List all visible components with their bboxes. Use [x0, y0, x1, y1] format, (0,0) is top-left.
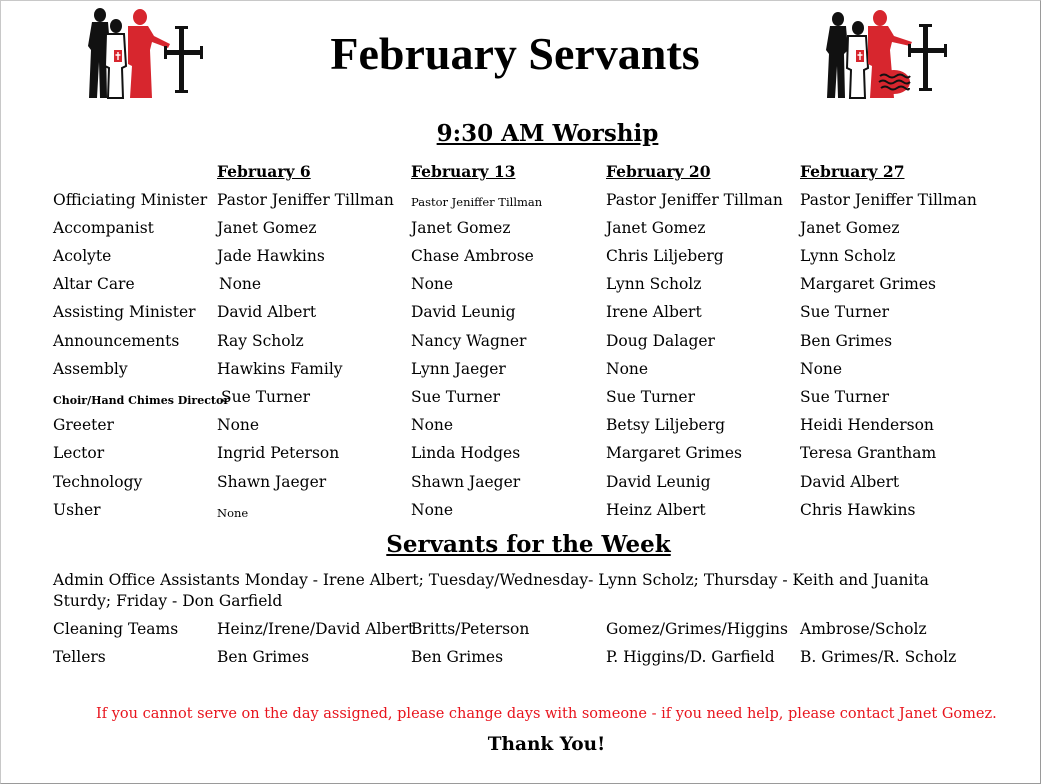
servant-cell: Heinz Albert [606, 501, 706, 519]
thank-you-text: Thank You! [487, 734, 606, 755]
table-row [0, 359, 1041, 387]
table-row [0, 387, 1041, 415]
servant-cell: Gomez/Grimes/Higgins [606, 620, 788, 638]
servant-cell: Janet Gomez [217, 219, 317, 237]
admin-office-assistants: Admin Office Assistants Monday - Irene Albert; Tuesday/Wednesday- Lynn Scholz; Thursday - Keith and Juanita Sturdy; Friday - Don Garfield [53, 571, 929, 610]
servant-cell: P. Higgins/D. Garfield [606, 648, 775, 666]
servant-cell: Margaret Grimes [606, 444, 742, 462]
servant-cell: None [800, 360, 843, 378]
role-label: Announcements [53, 332, 180, 350]
servant-cell: Chase Ambrose [411, 247, 534, 265]
week-heading: Servants for the Week [386, 531, 671, 558]
notice-text: If you cannot serve on the day assigned, please change days with someone - if you need help, please contact Janet Gomez. [96, 706, 997, 722]
table-row [0, 218, 1041, 246]
servant-cell: David Albert [217, 303, 317, 321]
role-label: Altar Care [53, 275, 135, 293]
servant-cell: None [217, 506, 249, 520]
servant-cell: Janet Gomez [411, 219, 511, 237]
servant-cell: Teresa Grantham [800, 444, 937, 462]
servant-cell: Doug Dalager [606, 332, 715, 350]
servant-cell: Sue Turner [411, 388, 500, 406]
role-label: Assisting Minister [53, 303, 196, 321]
servant-cell: None [219, 275, 262, 293]
worship-heading: 9:30 AM Worship [436, 120, 659, 147]
servant-cell: Jade Hawkins [217, 247, 325, 265]
servant-cell: Ben Grimes [217, 648, 310, 666]
servant-cell: Betsy Liljeberg [606, 416, 726, 434]
servant-cell: Sue Turner [606, 388, 695, 406]
servant-cell: Sue Turner [221, 388, 310, 406]
table-row [0, 472, 1041, 500]
servant-cell: Britts/Peterson [411, 620, 530, 638]
servant-cell: Ben Grimes [800, 332, 893, 350]
servant-cell: David Leunig [411, 303, 516, 321]
role-label: Cleaning Teams [53, 620, 179, 638]
servant-cell: David Leunig [606, 473, 711, 491]
servant-cell: None [606, 360, 649, 378]
date-header: February 13 [411, 162, 516, 181]
role-label: Officiating Minister [53, 191, 208, 209]
servant-cell: Ben Grimes [411, 648, 504, 666]
servant-cell: Ingrid Peterson [217, 444, 340, 462]
servant-cell: B. Grimes/R. Scholz [800, 648, 957, 666]
page-title: February Servants [330, 28, 700, 79]
table-row [0, 415, 1041, 443]
role-label: Technology [53, 473, 143, 491]
table-row [0, 274, 1041, 302]
servant-cell: Hawkins Family [217, 360, 343, 378]
servant-cell: Irene Albert [606, 303, 702, 321]
servant-cell: Heinz/Irene/David Albert [217, 620, 415, 638]
role-label: Usher [53, 501, 101, 519]
servant-cell: Sue Turner [800, 303, 889, 321]
servant-cell: Pastor Jeniffer Tillman [800, 191, 977, 209]
servant-cell: Nancy Wagner [411, 332, 527, 350]
table-row [0, 443, 1041, 471]
servant-cell: David Albert [800, 473, 900, 491]
servant-cell: None [411, 501, 454, 519]
servant-cell: Shawn Jaeger [411, 473, 521, 491]
role-label: Choir/Hand Chimes Director [53, 394, 230, 407]
table-row [0, 190, 1041, 218]
servant-cell: Shawn Jaeger [217, 473, 327, 491]
table-row [0, 331, 1041, 359]
servant-cell: Lynn Scholz [606, 275, 702, 293]
servant-cell: Sue Turner [800, 388, 889, 406]
role-label: Accompanist [53, 219, 154, 237]
servant-cell: Heidi Henderson [800, 416, 934, 434]
role-label: Assembly [53, 360, 128, 378]
date-header: February 20 [606, 162, 711, 181]
table-row [0, 302, 1041, 330]
servant-cell: Pastor Jeniffer Tillman [606, 191, 783, 209]
role-label: Tellers [53, 648, 106, 666]
servant-cell: None [217, 416, 260, 434]
servant-cell: Ray Scholz [217, 332, 304, 350]
role-label: Acolyte [53, 247, 112, 265]
table-row [0, 647, 1041, 675]
table-row [0, 246, 1041, 274]
table-row [0, 500, 1041, 528]
date-header: February 6 [217, 162, 311, 181]
servant-cell: Janet Gomez [606, 219, 706, 237]
servant-cell: Chris Hawkins [800, 501, 916, 519]
date-header-row [0, 162, 1041, 190]
servant-cell: Pastor Jeniffer Tillman [217, 191, 394, 209]
date-header: February 27 [800, 162, 905, 181]
table-row [0, 619, 1041, 647]
servant-cell: None [411, 275, 454, 293]
role-label: Lector [53, 444, 105, 462]
servant-cell: Linda Hodges [411, 444, 521, 462]
servant-cell: Pastor Jeniffer Tillman [411, 195, 543, 209]
role-label: Greeter [53, 416, 114, 434]
servant-cell: Chris Liljeberg [606, 247, 724, 265]
servant-cell: Lynn Scholz [800, 247, 896, 265]
servant-cell: Ambrose/Scholz [800, 620, 927, 638]
servant-cell: None [411, 416, 454, 434]
servant-cell: Janet Gomez [800, 219, 900, 237]
servant-cell: Margaret Grimes [800, 275, 936, 293]
servant-cell: Lynn Jaeger [411, 360, 506, 378]
